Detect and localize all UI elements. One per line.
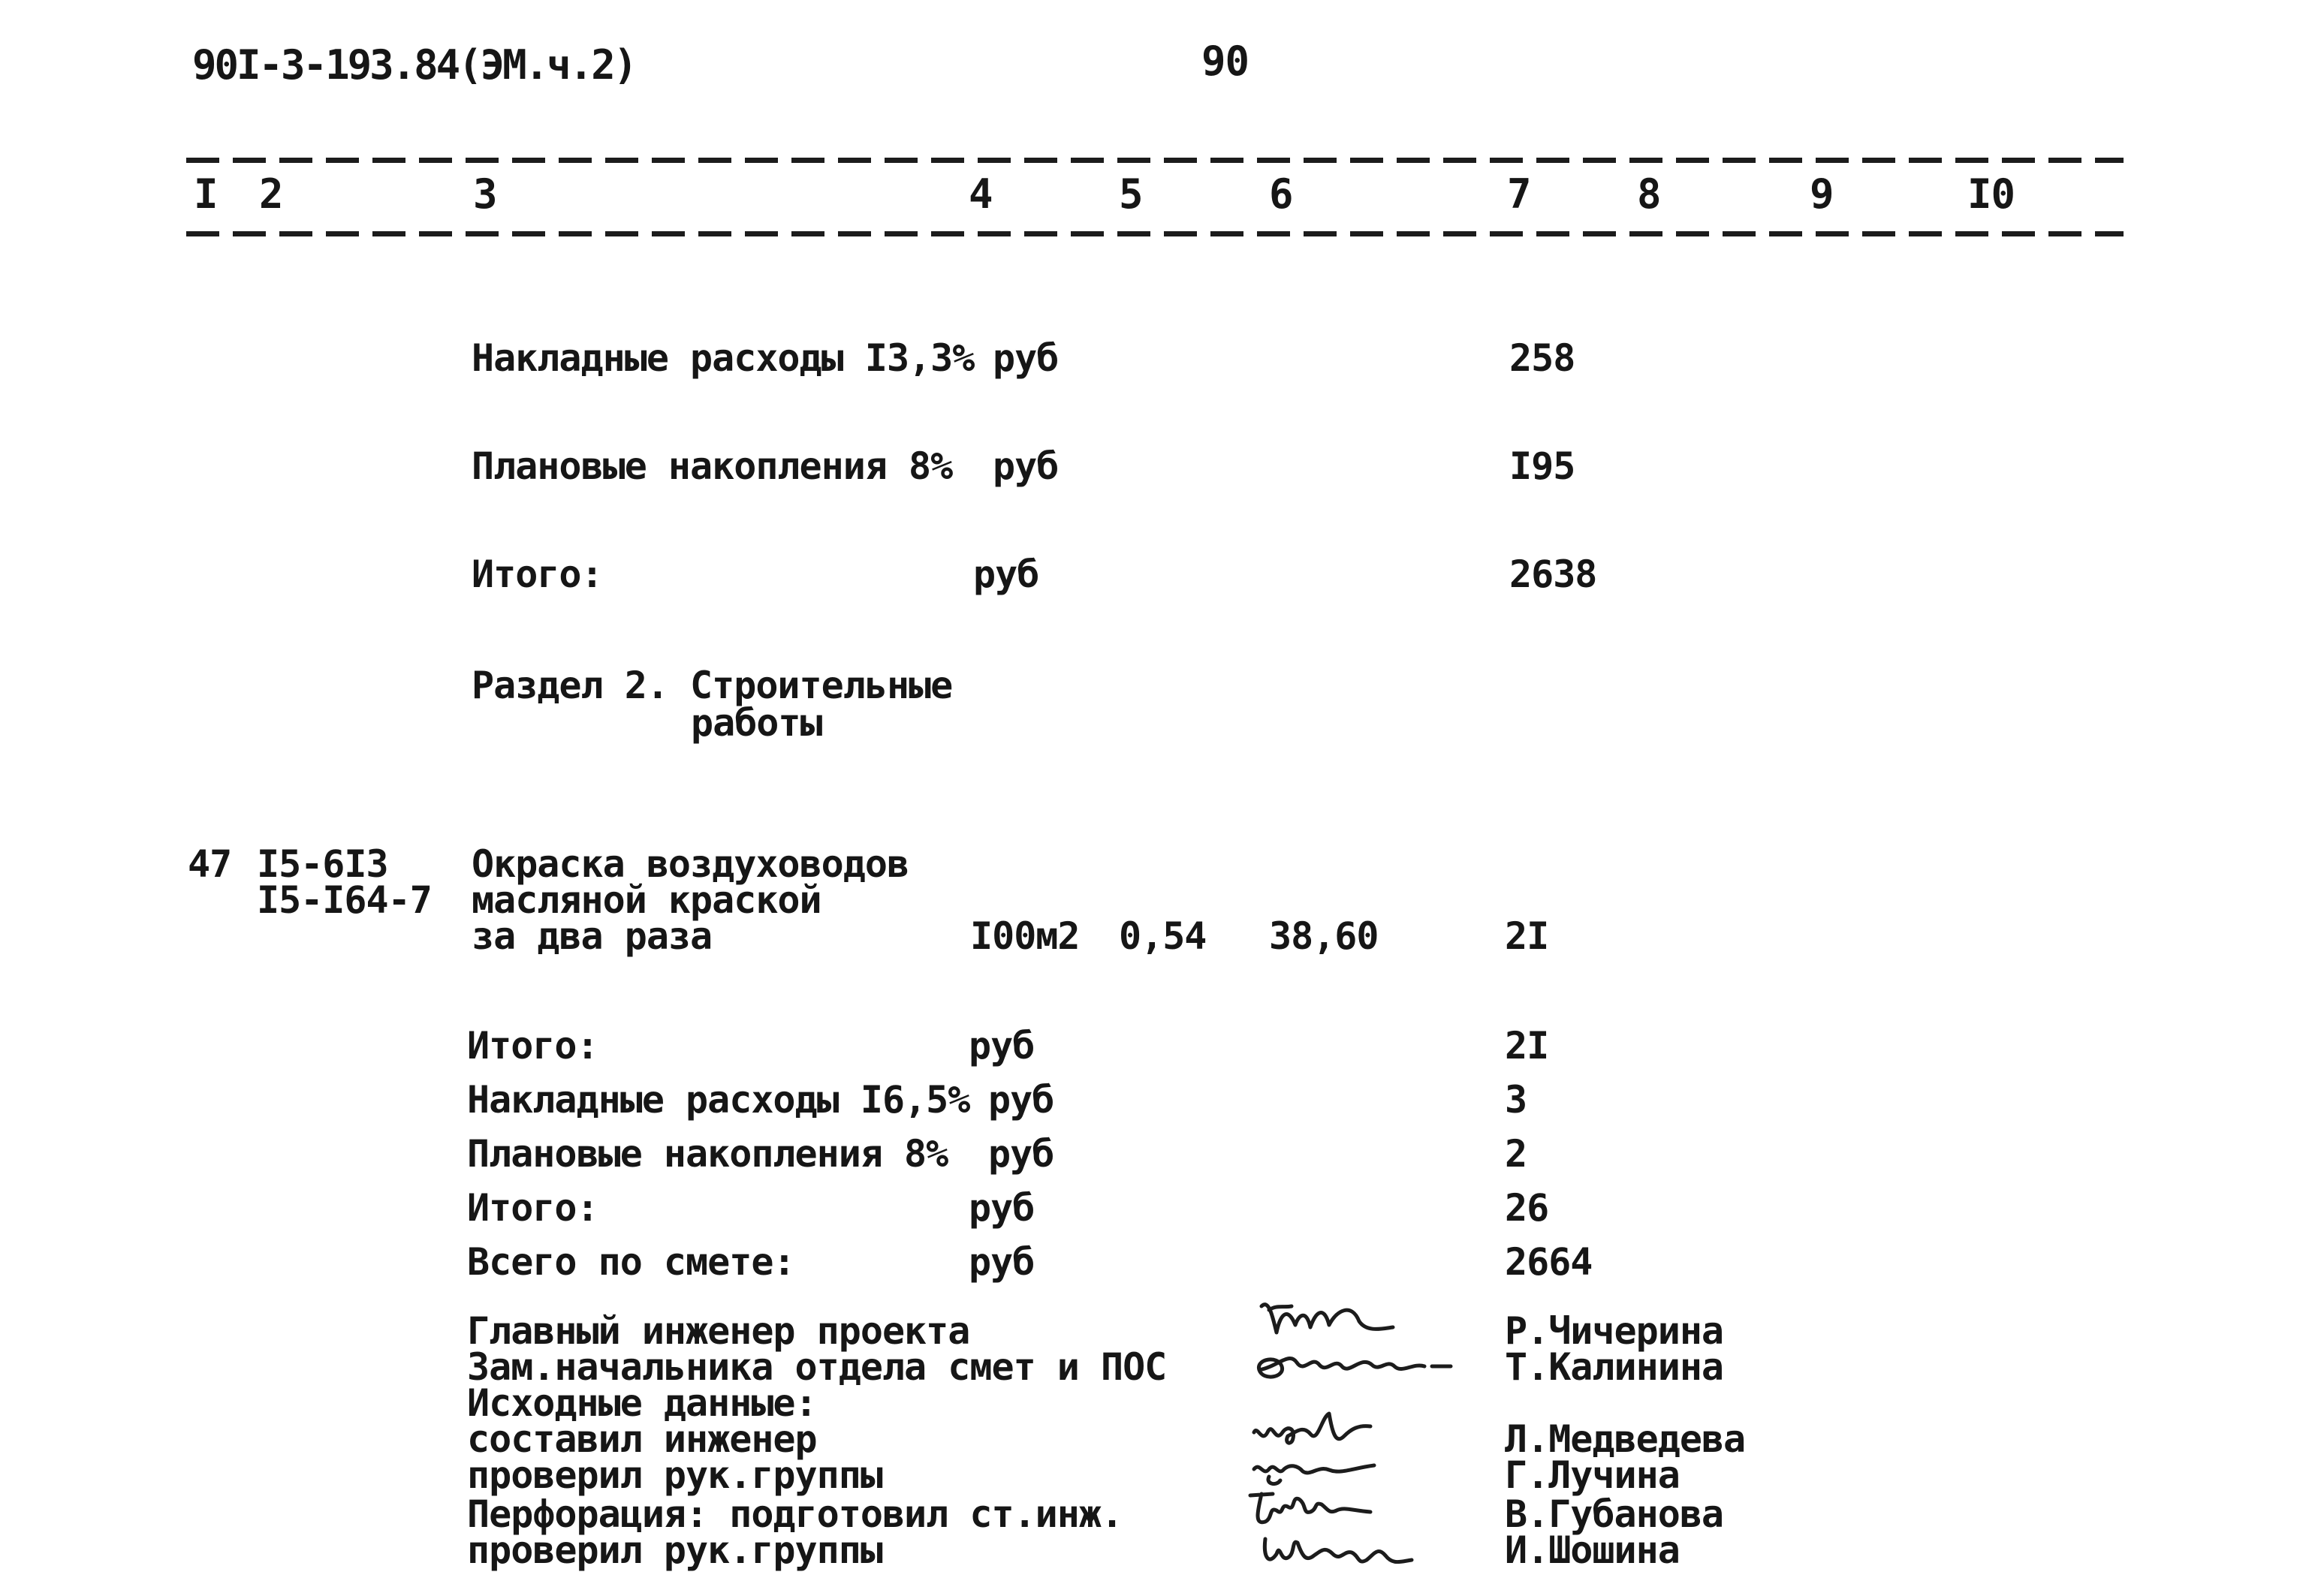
grand-total-value: 2664 bbox=[1505, 1240, 1593, 1284]
header-rule-top bbox=[186, 158, 2124, 163]
page-number: 90 bbox=[1201, 38, 1249, 85]
column-header-5: 5 bbox=[1119, 170, 1143, 218]
signature-name-6: В.Губанова bbox=[1505, 1492, 1724, 1536]
item-description-2: масляной краской bbox=[472, 878, 821, 922]
item-quantity: 0,54 bbox=[1119, 914, 1207, 958]
overhead-label: Накладные расходы I3,3% bbox=[472, 336, 975, 380]
signature-role-3: Исходные данные: bbox=[467, 1381, 817, 1425]
planned-2-unit: руб bbox=[988, 1132, 1054, 1176]
total-unit: руб bbox=[973, 553, 1039, 596]
column-header-8: 8 bbox=[1637, 170, 1661, 218]
column-header-6: 6 bbox=[1269, 170, 1293, 218]
planned-label: Плановые накопления 8% bbox=[472, 444, 953, 488]
item-code-1: I5-6I3 bbox=[257, 842, 388, 886]
signature-role-4: составил инженер bbox=[467, 1417, 817, 1461]
item-description-3: за два раза bbox=[472, 914, 713, 958]
signature-role-7: проверил рук.группы bbox=[467, 1528, 882, 1572]
section-heading: Раздел 2. Строительные bbox=[472, 664, 953, 707]
total-label: Итого: bbox=[472, 553, 603, 596]
handwritten-signature-6 bbox=[1254, 1524, 1419, 1576]
item-number: 47 bbox=[188, 842, 232, 886]
column-header-7: 7 bbox=[1507, 170, 1531, 218]
grand-total-unit: руб bbox=[969, 1240, 1035, 1284]
planned-2-value: 2 bbox=[1505, 1132, 1527, 1176]
signature-name-4: Л.Медведева bbox=[1505, 1417, 1746, 1461]
grand-total-label: Всего по смете: bbox=[467, 1240, 795, 1284]
item-description-1: Окраска воздуховодов bbox=[472, 842, 909, 886]
signature-name-2: Т.Калинина bbox=[1505, 1345, 1724, 1389]
overhead-unit: руб bbox=[993, 336, 1059, 380]
signature-role-2: Зам.начальника отдела смет и ПОС bbox=[467, 1345, 1167, 1389]
signature-name-1: Р.Чичерина bbox=[1505, 1309, 1724, 1353]
signature-role-6: Перфорация: подготовил ст.инж. bbox=[467, 1492, 1123, 1536]
total-value: 2638 bbox=[1509, 553, 1597, 596]
subtotal-label: Итого: bbox=[467, 1024, 598, 1068]
subtotal-unit: руб bbox=[969, 1024, 1035, 1068]
overhead-2-unit: руб bbox=[988, 1078, 1054, 1122]
column-header-1: I bbox=[194, 170, 218, 218]
column-header-3: 3 bbox=[473, 170, 497, 218]
item-total: 2I bbox=[1505, 914, 1549, 958]
column-header-10: I0 bbox=[1967, 170, 2015, 218]
item-unit: I00м2 bbox=[970, 914, 1080, 958]
item-unit-price: 38,60 bbox=[1269, 914, 1379, 958]
column-header-9: 9 bbox=[1810, 170, 1834, 218]
planned-value: I95 bbox=[1509, 444, 1575, 488]
total-2-unit: руб bbox=[969, 1186, 1035, 1230]
signature-name-7: И.Шошина bbox=[1505, 1528, 1680, 1572]
column-header-4: 4 bbox=[969, 170, 993, 218]
overhead-2-value: 3 bbox=[1505, 1078, 1527, 1122]
handwritten-signature-2 bbox=[1248, 1336, 1458, 1389]
header-rule-bottom bbox=[186, 231, 2124, 236]
subtotal-value: 2I bbox=[1505, 1024, 1549, 1068]
planned-2-label: Плановые накопления 8% bbox=[467, 1132, 948, 1176]
planned-unit: руб bbox=[993, 444, 1059, 488]
overhead-2-label: Накладные расходы I6,5% bbox=[467, 1078, 970, 1122]
total-2-value: 26 bbox=[1505, 1186, 1549, 1230]
signature-role-1: Главный инженер проекта bbox=[467, 1309, 970, 1353]
signature-role-5: проверил рук.группы bbox=[467, 1453, 882, 1497]
overhead-value: 258 bbox=[1509, 336, 1575, 380]
section-heading-continued: работы bbox=[691, 701, 822, 745]
total-2-label: Итого: bbox=[467, 1186, 598, 1230]
signature-name-5: Г.Лучина bbox=[1505, 1453, 1680, 1497]
document-code: 90I-3-193.84(ЭМ.ч.2) bbox=[192, 41, 636, 89]
column-header-2: 2 bbox=[259, 170, 283, 218]
item-code-2: I5-I64-7 bbox=[257, 878, 432, 922]
